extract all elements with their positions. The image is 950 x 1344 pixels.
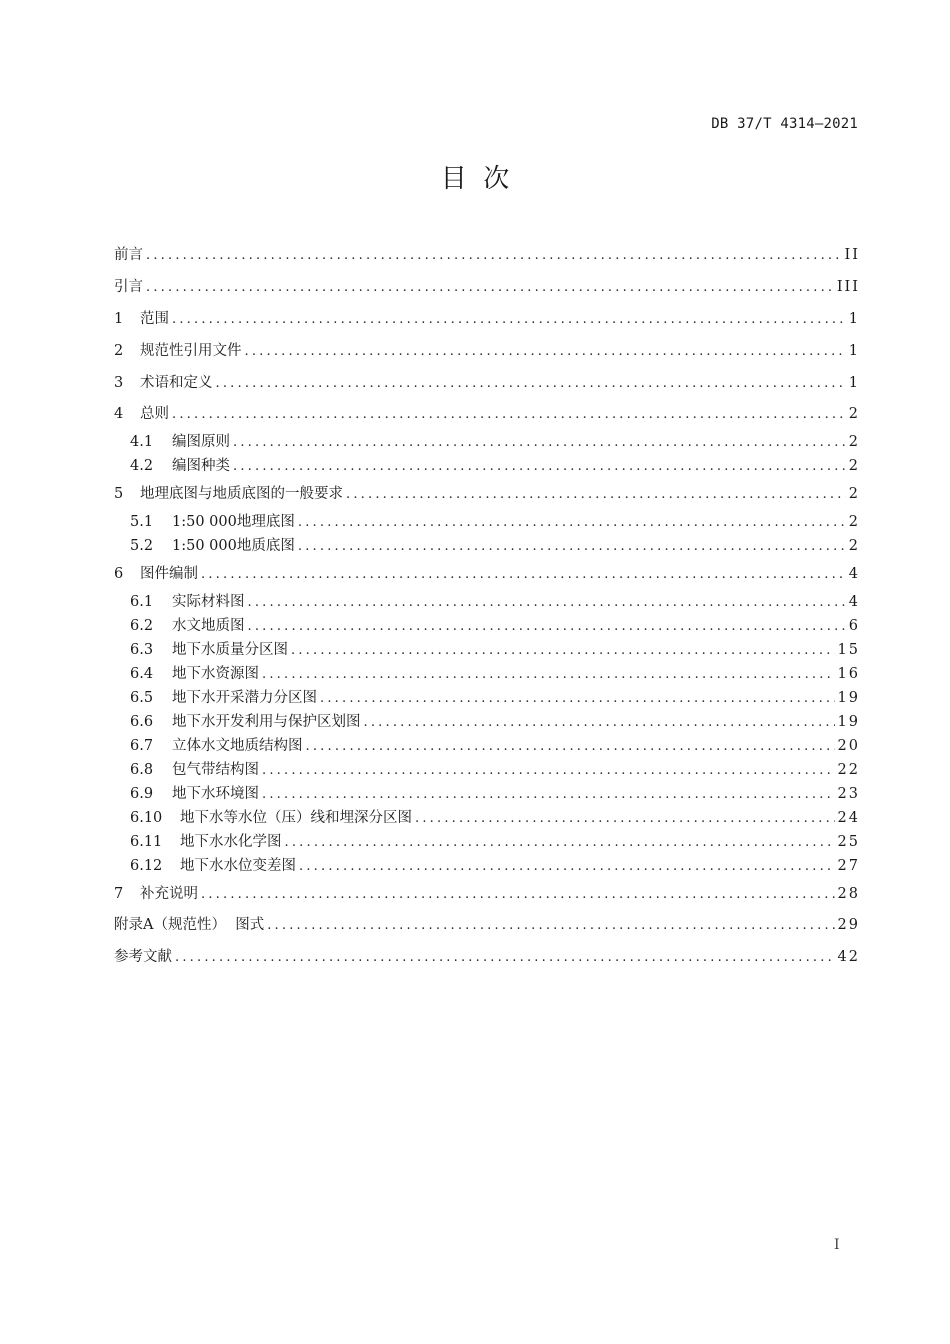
toc-entry-number: 6.1	[130, 594, 154, 610]
toc-entry-title: 1:50 000地理底图	[172, 514, 295, 530]
toc-leader-dots	[248, 592, 846, 614]
toc-entry-page: 29	[837, 917, 860, 933]
toc-entry[interactable]	[130, 687, 860, 709]
toc-entry[interactable]	[114, 483, 860, 505]
toc-entry-title: 1:50 000地质底图	[172, 538, 295, 554]
toc-leader-dots	[262, 784, 835, 806]
toc-leader-dots	[262, 664, 835, 686]
toc-entry[interactable]	[130, 783, 860, 805]
toc-entry-number: 6.8	[130, 762, 154, 778]
toc-entry[interactable]	[130, 711, 860, 733]
toc-entry-page: 2	[848, 514, 860, 530]
toc-entry-number: 7	[114, 886, 124, 902]
toc-entry-page: 2	[848, 434, 860, 450]
toc-leader-dots	[320, 688, 835, 710]
toc-entry-number: 4.1	[130, 434, 154, 450]
toc-entry-page: 16	[837, 666, 860, 682]
toc-entry-page: 2	[848, 538, 860, 554]
toc-entry-number: 6.9	[130, 786, 154, 802]
toc-entry-page: 2	[848, 458, 860, 474]
toc-leader-dots	[172, 404, 846, 426]
toc-leader-dots	[306, 736, 835, 758]
page-title: 目 次	[440, 164, 510, 194]
toc-entry-title: 地理底图与地质底图的一般要求	[140, 486, 343, 502]
toc-entry[interactable]	[130, 759, 860, 781]
toc-entry[interactable]	[114, 946, 860, 968]
toc-entry-title: 范围	[140, 311, 169, 327]
toc-entry-title: 规范性引用文件	[140, 343, 242, 359]
toc-entry-number: 4	[114, 406, 124, 422]
toc-entry[interactable]	[130, 455, 860, 477]
toc-entry-page: 27	[837, 858, 860, 874]
toc-entry-title: 地下水水化学图	[180, 834, 282, 850]
toc-entry-page: 19	[837, 690, 860, 706]
toc-entry-number: 6.11	[130, 834, 163, 850]
toc-entry[interactable]	[114, 276, 860, 298]
toc-entry[interactable]	[130, 831, 860, 853]
toc-entry[interactable]	[114, 914, 860, 936]
toc-entry-title: 地下水开发利用与保护区划图	[172, 714, 361, 730]
toc-entry[interactable]	[130, 855, 860, 877]
toc-leader-dots	[172, 309, 846, 331]
toc-leader-dots	[248, 616, 846, 638]
toc-entry-number: 6.4	[130, 666, 154, 682]
toc-entry-title: 水文地质图	[172, 618, 245, 634]
toc-entry-title: 地下水环境图	[172, 786, 259, 802]
toc-leader-dots	[146, 277, 834, 299]
toc-entry[interactable]	[130, 663, 860, 685]
toc-leader-dots	[216, 373, 846, 395]
toc-entry-page: 15	[837, 642, 860, 658]
toc-entry[interactable]	[130, 807, 860, 829]
toc-entry[interactable]	[114, 883, 860, 905]
toc-entry-page: 1	[848, 343, 860, 359]
toc-entry-title: 地下水质量分区图	[172, 642, 288, 658]
toc-entry-title: 参考文献	[114, 949, 172, 965]
toc-entry-title: 包气带结构图	[172, 762, 259, 778]
toc-entry-page: 25	[837, 834, 860, 850]
toc-entry-title: 地下水资源图	[172, 666, 259, 682]
toc-leader-dots	[298, 512, 846, 534]
toc-leader-dots	[291, 640, 835, 662]
toc-leader-dots	[298, 536, 846, 558]
toc-entry-title: 术语和定义	[140, 375, 213, 391]
toc-entry-number: 6	[114, 566, 124, 582]
toc-entry-page: 4	[848, 594, 860, 610]
toc-entry-number: 5	[114, 486, 124, 502]
toc-entry-title: 补充说明	[140, 886, 198, 902]
toc-entry[interactable]	[130, 591, 860, 613]
toc-entry[interactable]	[130, 511, 860, 533]
toc-leader-dots	[201, 564, 846, 586]
toc-entry-number: 2	[114, 343, 124, 359]
toc-entry-number: 1	[114, 311, 124, 327]
toc-leader-dots	[233, 456, 846, 478]
toc-entry-title: 立体水文地质结构图	[172, 738, 303, 754]
toc-entry-title: 图件编制	[140, 566, 198, 582]
toc-entry[interactable]	[130, 639, 860, 661]
toc-entry-page: 22	[837, 762, 860, 778]
toc-entry-page: II	[844, 247, 860, 263]
toc-entry-title: 实际材料图	[172, 594, 245, 610]
toc-entry-title: 附录A（规范性） 图式	[114, 917, 265, 933]
toc-entry-number: 6.2	[130, 618, 154, 634]
toc-entry-page: 6	[848, 618, 860, 634]
toc-entry[interactable]	[114, 403, 860, 425]
standard-code: DB 37/T 4314—2021	[711, 116, 858, 132]
toc-leader-dots	[175, 947, 835, 969]
toc-entry-page: 2	[848, 486, 860, 502]
toc-entry-page: III	[836, 279, 860, 295]
toc-entry-title: 编图原则	[172, 434, 230, 450]
toc-entry-title: 引言	[114, 279, 143, 295]
toc-entry-number: 6.6	[130, 714, 154, 730]
toc-entry[interactable]	[114, 563, 860, 585]
toc-entry-number: 4.2	[130, 458, 154, 474]
toc-entry[interactable]	[114, 244, 860, 266]
toc-entry-number: 6.5	[130, 690, 154, 706]
toc-leader-dots	[415, 808, 835, 830]
toc-entry[interactable]	[114, 340, 860, 362]
toc-entry-title: 地下水等水位（压）线和埋深分区图	[180, 810, 412, 826]
toc-leader-dots	[299, 856, 835, 878]
toc-entry[interactable]	[130, 535, 860, 557]
toc-leader-dots	[233, 432, 846, 454]
toc-entry-page: 1	[848, 375, 860, 391]
toc-leader-dots	[267, 915, 834, 937]
toc-entry[interactable]	[130, 431, 860, 453]
toc-entry[interactable]	[130, 735, 860, 757]
toc-entry-title: 地下水开采潜力分区图	[172, 690, 317, 706]
toc-entry-number: 6.3	[130, 642, 154, 658]
toc-entry-page: 4	[848, 566, 860, 582]
toc-entry-page: 23	[837, 786, 860, 802]
toc-entry-page: 19	[837, 714, 860, 730]
toc-entry-title: 总则	[140, 406, 169, 422]
toc-entry[interactable]	[114, 372, 860, 394]
toc-leader-dots	[346, 484, 846, 506]
toc-entry-page: 20	[837, 738, 860, 754]
toc-leader-dots	[201, 884, 835, 906]
toc-entry-number: 6.10	[130, 810, 163, 826]
toc-leader-dots	[146, 245, 842, 267]
toc-entry-number: 5.2	[130, 538, 154, 554]
toc-entry-page: 2	[848, 406, 860, 422]
toc-entry[interactable]	[114, 308, 860, 330]
toc-leader-dots	[262, 760, 835, 782]
toc-entry-page: 28	[837, 886, 860, 902]
toc-entry-page: 1	[848, 311, 860, 327]
toc-entry[interactable]	[130, 615, 860, 637]
toc-entry-title: 地下水水位变差图	[180, 858, 296, 874]
toc-entry-number: 5.1	[130, 514, 154, 530]
toc-leader-dots	[245, 341, 846, 363]
toc-leader-dots	[364, 712, 835, 734]
toc-entry-page: 24	[837, 810, 860, 826]
toc-entry-title: 编图种类	[172, 458, 230, 474]
toc-leader-dots	[285, 832, 835, 854]
toc-entry-number: 6.7	[130, 738, 154, 754]
toc-entry-number: 3	[114, 375, 124, 391]
page-number: I	[834, 1237, 840, 1253]
toc-entry-number: 6.12	[130, 858, 163, 874]
toc-entry-page: 42	[837, 949, 860, 965]
toc-entry-title: 前言	[114, 247, 143, 263]
